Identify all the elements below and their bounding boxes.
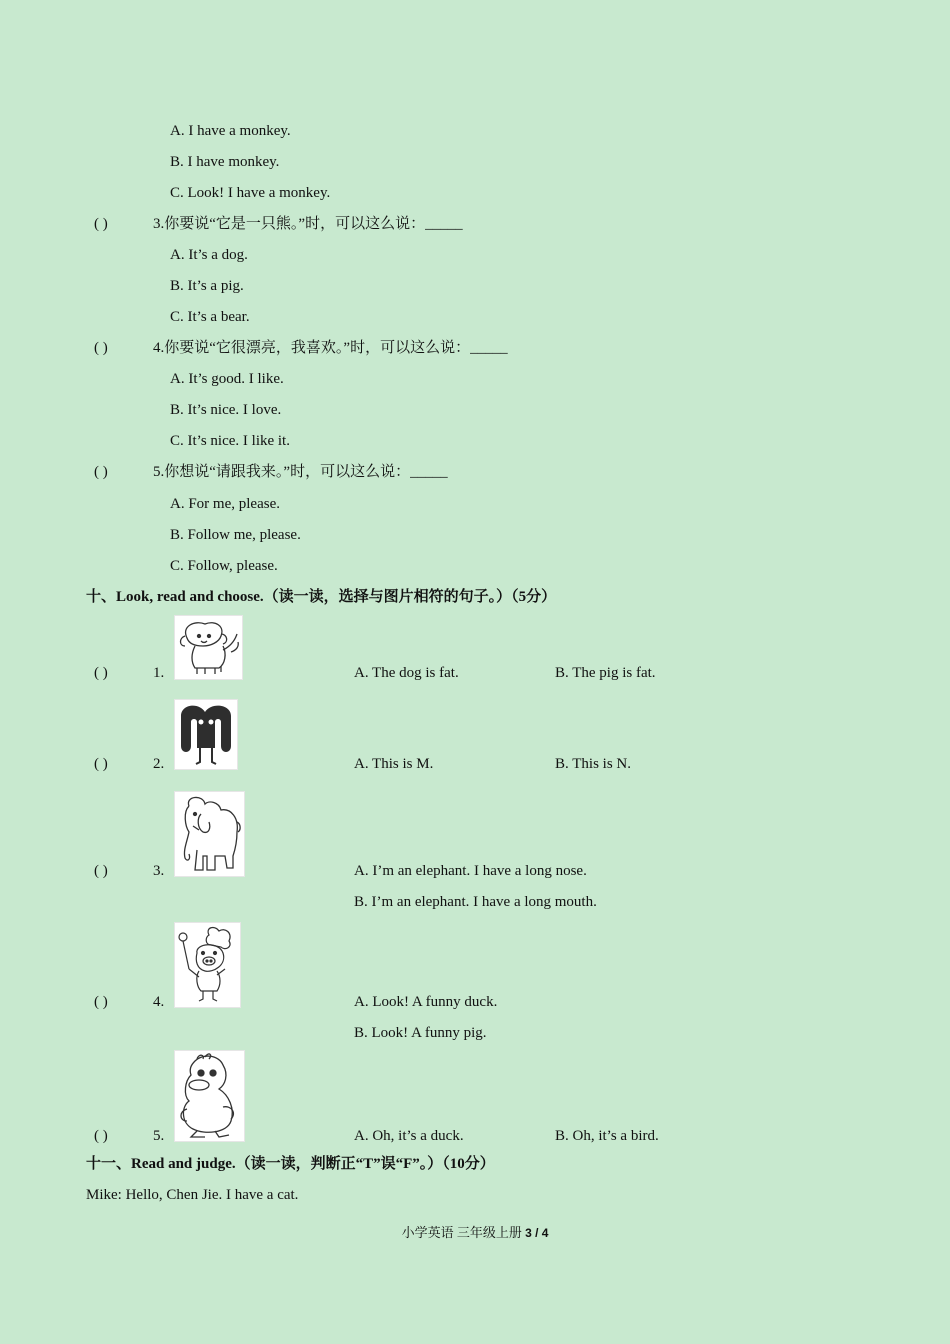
page-number: 3 / 4	[525, 1226, 549, 1240]
q2-option-b: B. I have monkey.	[170, 154, 280, 170]
q5-option-c: C. Follow, please.	[170, 558, 278, 574]
s10-item1-answer-blank[interactable]: ( )	[94, 665, 108, 681]
q2-option-a: A. I have a monkey.	[170, 123, 291, 139]
s10-item4-option-a: A. Look! A funny duck.	[354, 994, 498, 1010]
q2-option-c: C. Look! I have a monkey.	[170, 185, 331, 201]
s10-item3-answer-blank[interactable]: ( )	[94, 863, 108, 879]
pig-chef-picture	[174, 922, 241, 1008]
section10-heading: 十、Look, read and choose.（读一读，选择与图片相符的句子。）（5分）	[86, 589, 557, 605]
q5-answer-blank[interactable]: ( )	[94, 464, 108, 480]
s10-item2-option-b: B. This is N.	[555, 756, 631, 772]
q3-option-b: B. It’s a pig.	[170, 278, 244, 294]
elephant-drawing	[175, 792, 244, 876]
s10-item4-option-b: B. Look! A funny pig.	[354, 1025, 487, 1041]
q4-option-b: B. It’s nice. I love.	[170, 402, 282, 418]
s10-item3-option-a: A. I’m an elephant. I have a long nose.	[354, 863, 587, 879]
footer-text: 小学英语 三年级上册	[401, 1225, 526, 1240]
duck-picture	[174, 1050, 245, 1142]
q5-stem: 5.你想说“请跟我来。”时，可以这么说：_____	[153, 464, 448, 480]
duck-drawing	[175, 1051, 244, 1141]
letter-m-picture	[174, 699, 238, 770]
q3-option-a: A. It’s a dog.	[170, 247, 248, 263]
s10-item5-number: 5.	[153, 1128, 165, 1144]
s10-item1-number: 1.	[153, 665, 165, 681]
letter-m-drawing	[175, 700, 237, 769]
s10-item1-option-a: A. The dog is fat.	[354, 665, 459, 681]
elephant-picture	[174, 791, 245, 877]
s10-item2-option-a: A. This is M.	[354, 756, 434, 772]
s10-item4-answer-blank[interactable]: ( )	[94, 994, 108, 1010]
q3-answer-blank[interactable]: ( )	[94, 216, 108, 232]
dog-drawing	[175, 616, 242, 679]
s10-item3-option-b: B. I’m an elephant. I have a long mouth.	[354, 894, 597, 910]
s10-item5-answer-blank[interactable]: ( )	[94, 1128, 108, 1144]
dog-picture	[174, 615, 243, 680]
s10-item1-option-b: B. The pig is fat.	[555, 665, 656, 681]
section11-heading: 十一、Read and judge.（读一读，判断正“T”误“F”。）（10分）	[86, 1156, 495, 1172]
s10-item4-number: 4.	[153, 994, 165, 1010]
page-footer	[0, 1224, 950, 1242]
q4-answer-blank[interactable]: ( )	[94, 340, 108, 356]
q4-option-a: A. It’s good. I like.	[170, 371, 284, 387]
q5-option-b: B. Follow me, please.	[170, 527, 301, 543]
q4-option-c: C. It’s nice. I like it.	[170, 433, 290, 449]
q4-stem: 4.你要说“它很漂亮，我喜欢。”时，可以这么说：_____	[153, 340, 508, 356]
s10-item2-number: 2.	[153, 756, 165, 772]
s10-item2-answer-blank[interactable]: ( )	[94, 756, 108, 772]
q5-option-a: A. For me, please.	[170, 496, 280, 512]
section11-dialogue-line1: Mike: Hello, Chen Jie. I have a cat.	[86, 1187, 299, 1203]
q3-option-c: C. It’s a bear.	[170, 309, 250, 325]
pig-chef-drawing	[175, 923, 240, 1007]
s10-item5-option-a: A. Oh, it’s a duck.	[354, 1128, 464, 1144]
s10-item3-number: 3.	[153, 863, 165, 879]
q3-stem: 3.你要说“它是一只熊。”时，可以这么说：_____	[153, 216, 463, 232]
s10-item5-option-b: B. Oh, it’s a bird.	[555, 1128, 659, 1144]
